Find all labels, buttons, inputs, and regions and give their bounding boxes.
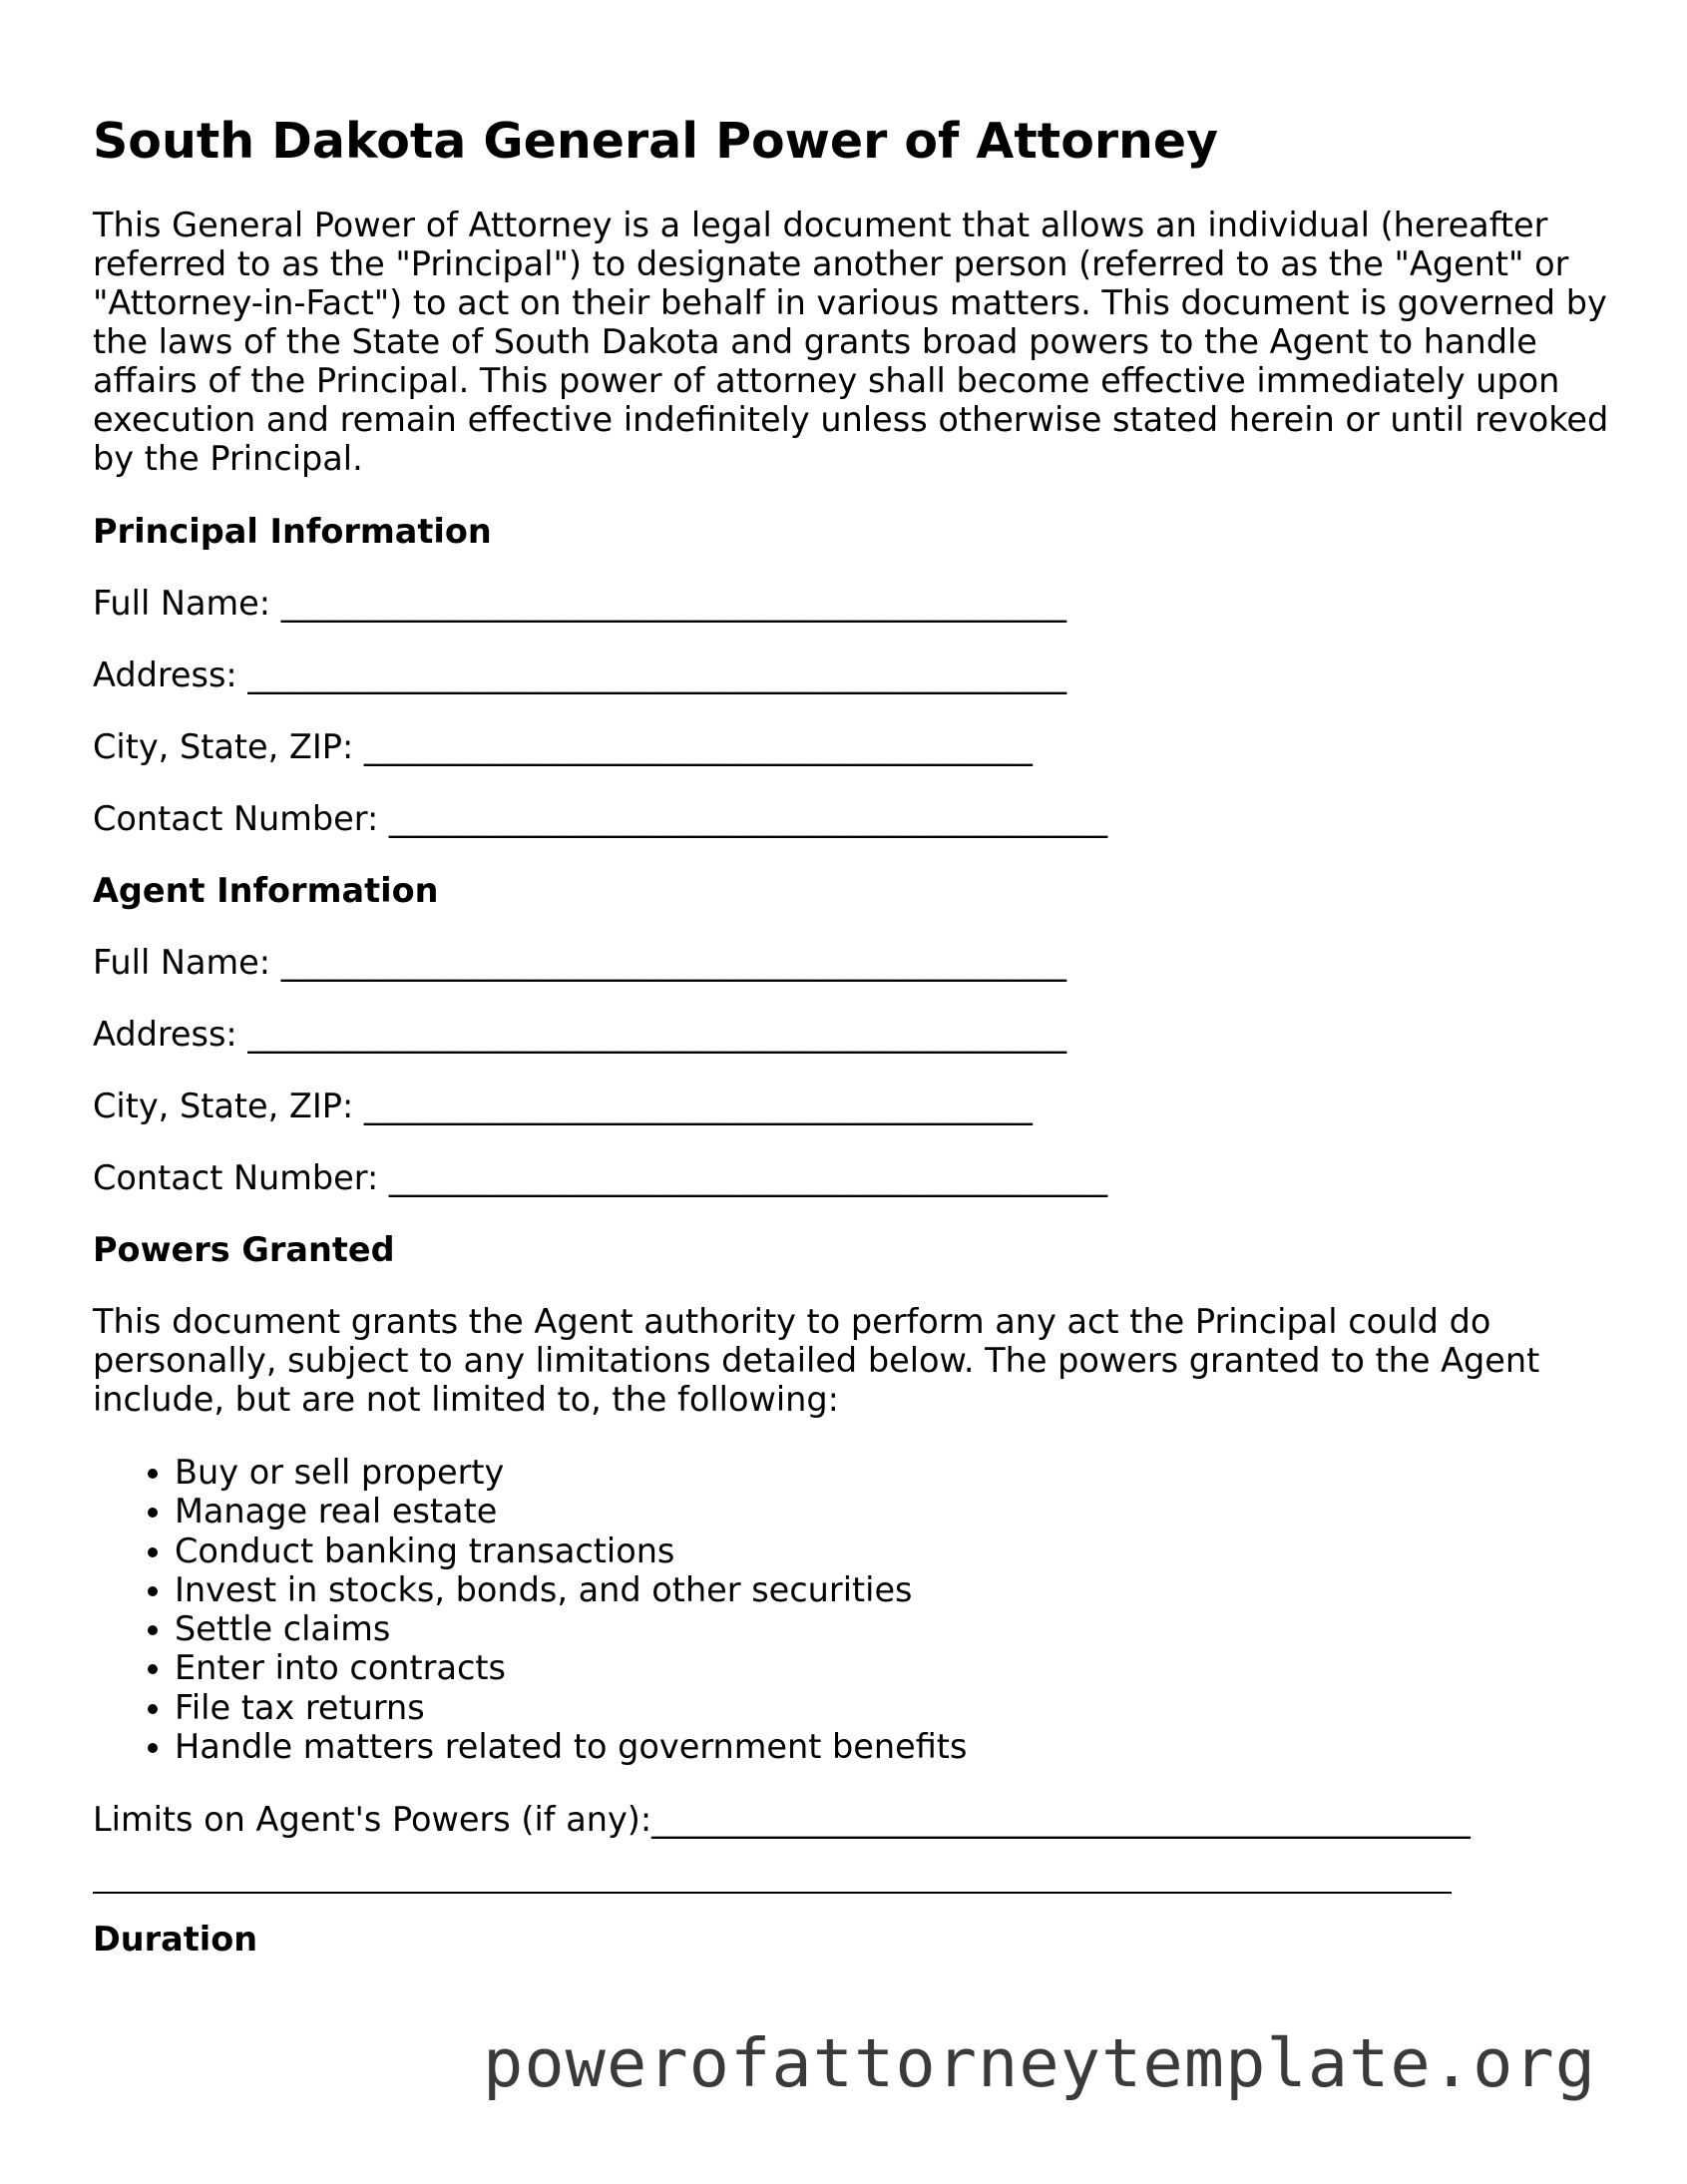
agent-city-state-zip-field[interactable]: City, State, ZIP: ________________________________________ <box>93 1087 1033 1125</box>
list-item: • Buy or sell property <box>175 1453 1609 1492</box>
list-item: • File tax returns <box>175 1688 1609 1727</box>
principal-heading: Principal Information <box>93 512 492 551</box>
list-item: • Handle matters related to government benefits <box>175 1727 1609 1766</box>
powers-heading: Powers Granted <box>93 1230 395 1269</box>
list-item: • Enter into contracts <box>175 1648 1609 1687</box>
agent-full-name-field[interactable]: Full Name: _______________________________________________ <box>93 943 1066 982</box>
site-watermark: powerofattorneytemplate.org <box>483 2024 1597 2102</box>
limits-continuation-line[interactable] <box>93 1892 1452 1894</box>
powers-description: This document grants the Agent authority to perform any act the Principal could do personally, subject to any limitations detailed below. The powers granted to the Agent include, but are not limited to, the following: <box>93 1302 1540 1419</box>
agent-contact-number-field[interactable]: Contact Number: ___________________________________________ <box>93 1158 1108 1197</box>
agent-heading: Agent Information <box>93 871 439 910</box>
principal-city-state-zip-field[interactable]: City, State, ZIP: ________________________________________ <box>93 727 1033 766</box>
principal-contact-number-field[interactable]: Contact Number: ___________________________________________ <box>93 799 1108 838</box>
agent-address-field[interactable]: Address: _________________________________________________ <box>93 1015 1067 1054</box>
list-item: • Settle claims <box>175 1609 1609 1648</box>
principal-address-field[interactable]: Address: _________________________________________________ <box>93 655 1067 694</box>
document-title: South Dakota General Power of Attorney <box>93 113 1219 170</box>
principal-full-name-field[interactable]: Full Name: _______________________________________________ <box>93 584 1066 623</box>
intro-paragraph: This General Power of Attorney is a legal document that allows an individual (hereafter referred to as the "Principal") to designate another person (referred to as the "Agent" or "Attorney-in-Fact") to act on their behalf in various matters. This document is governed by the laws of the State of South Dakota and grants broad powers to the Agent to handle affairs of the Principal. This power of attorney shall become effective immediately upon execution and remain effective indefinitely unless otherwise stated herein or until revoked by the Principal. <box>93 206 1609 478</box>
powers-list <box>93 1453 1609 1766</box>
limits-field[interactable]: Limits on Agent's Powers (if any):_________________________________________________ <box>93 1800 1471 1840</box>
document-page <box>93 112 1609 1960</box>
list-item: • Invest in stocks, bonds, and other securities <box>175 1570 1609 1609</box>
list-item: • Conduct banking transactions <box>175 1531 1609 1570</box>
duration-heading: Duration <box>93 1920 258 1960</box>
list-item: • Manage real estate <box>175 1492 1609 1530</box>
